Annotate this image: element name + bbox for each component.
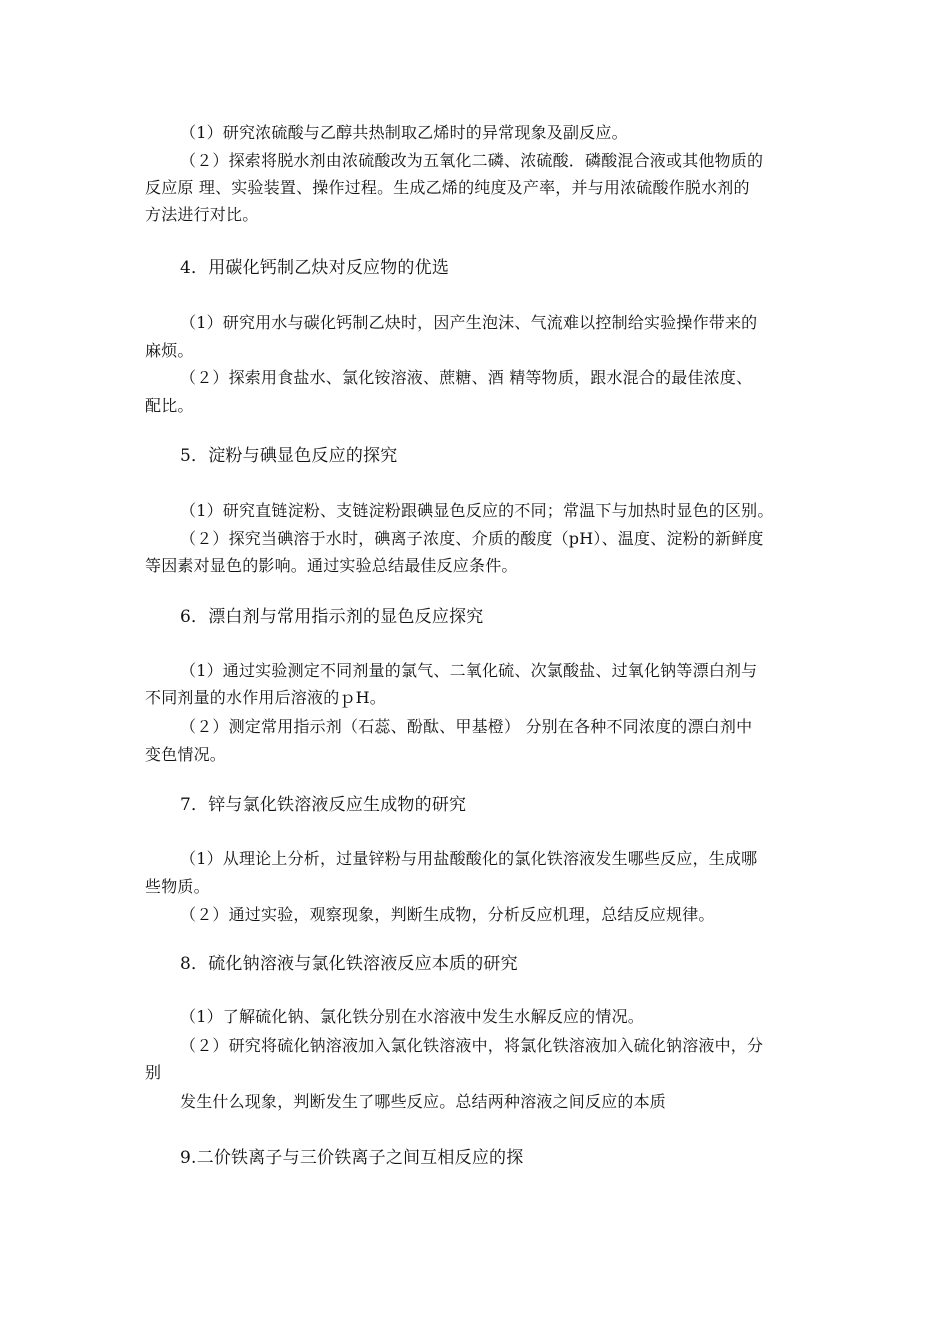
paragraph-line: （２）探索将脱水剂由浓硫酸改为五氧化二磷、浓硫酸．磷酸混合液或其他物质的 (180, 151, 764, 170)
paragraph-line: 方法进行对比。 (145, 205, 259, 224)
paragraph-line: 变色情况。 (145, 745, 227, 764)
paragraph-line: （２）研究将硫化钠溶液加入氯化铁溶液中，将氯化铁溶液加入硫化钠溶液中，分 (180, 1036, 764, 1055)
section-heading-6: 6．漂白剂与常用指示剂的显色反应探究 (180, 607, 484, 627)
paragraph-line: （２）测定常用指示剂（石蕊、酚酞、甲基橙） 分别在各种不同浓度的漂白剂中 (180, 717, 753, 736)
section-heading-9: 9.二价铁离子与三价铁离子之间互相反应的探 (180, 1148, 524, 1168)
paragraph-line: （1）从理论上分析，过量锌粉与用盐酸酸化的氯化铁溶液发生哪些反应，生成哪 (180, 849, 758, 868)
paragraph-line: 发生什么现象，判断发生了哪些反应。总结两种溶液之间反应的本质 (180, 1092, 667, 1111)
paragraph-line: 反应原 理、实验装置、操作过程。生成乙烯的纯度及产率，并与用浓硫酸作脱水剂的 (145, 178, 750, 197)
paragraph-line: （２）通过实验，观察现象，判断生成物，分析反应机理，总结反应规律。 (180, 905, 715, 924)
section-heading-4: 4．用碳化钙制乙炔对反应物的优选 (180, 258, 450, 278)
paragraph-line: （1）研究直链淀粉、支链淀粉跟碘显色反应的不同；常温下与加热时显色的区别。 (180, 501, 774, 520)
paragraph-line: （1）研究浓硫酸与乙醇共热制取乙烯时的异常现象及副反应。 (180, 123, 628, 142)
paragraph-line: （２）探索用食盐水、氯化铵溶液、蔗糖、酒 精等物质，跟水混合的最佳浓度、 (180, 368, 753, 387)
section-heading-8: 8．硫化钠溶液与氯化铁溶液反应本质的研究 (180, 954, 518, 974)
paragraph-line: 麻烦。 (145, 341, 194, 360)
paragraph-line: （２）探究当碘溶于水时，碘离子浓度、介质的酸度（pH）、温度、淀粉的新鲜度 (180, 529, 764, 548)
paragraph-line: 配比。 (145, 396, 194, 415)
section-heading-5: 5．淀粉与碘显色反应的探究 (180, 446, 398, 466)
paragraph-line: 不同剂量的水作用后溶液的ｐH。 (145, 688, 386, 707)
paragraph-line: （1）研究用水与碳化钙制乙炔时，因产生泡沫、气流难以控制给实验操作带来的 (180, 313, 758, 332)
paragraph-line: （1）了解硫化钠、氯化铁分别在水溶液中发生水解反应的情况。 (180, 1007, 644, 1026)
paragraph-line: （1）通过实验测定不同剂量的氯气、二氧化硫、次氯酸盐、过氧化钠等漂白剂与 (180, 661, 758, 680)
paragraph-line: 些物质。 (145, 877, 210, 896)
section-heading-7: 7．锌与氯化铁溶液反应生成物的研究 (180, 795, 467, 815)
paragraph-line: 等因素对显色的影响。通过实验总结最佳反应条件。 (145, 556, 518, 575)
paragraph-line: 别 (145, 1063, 162, 1082)
